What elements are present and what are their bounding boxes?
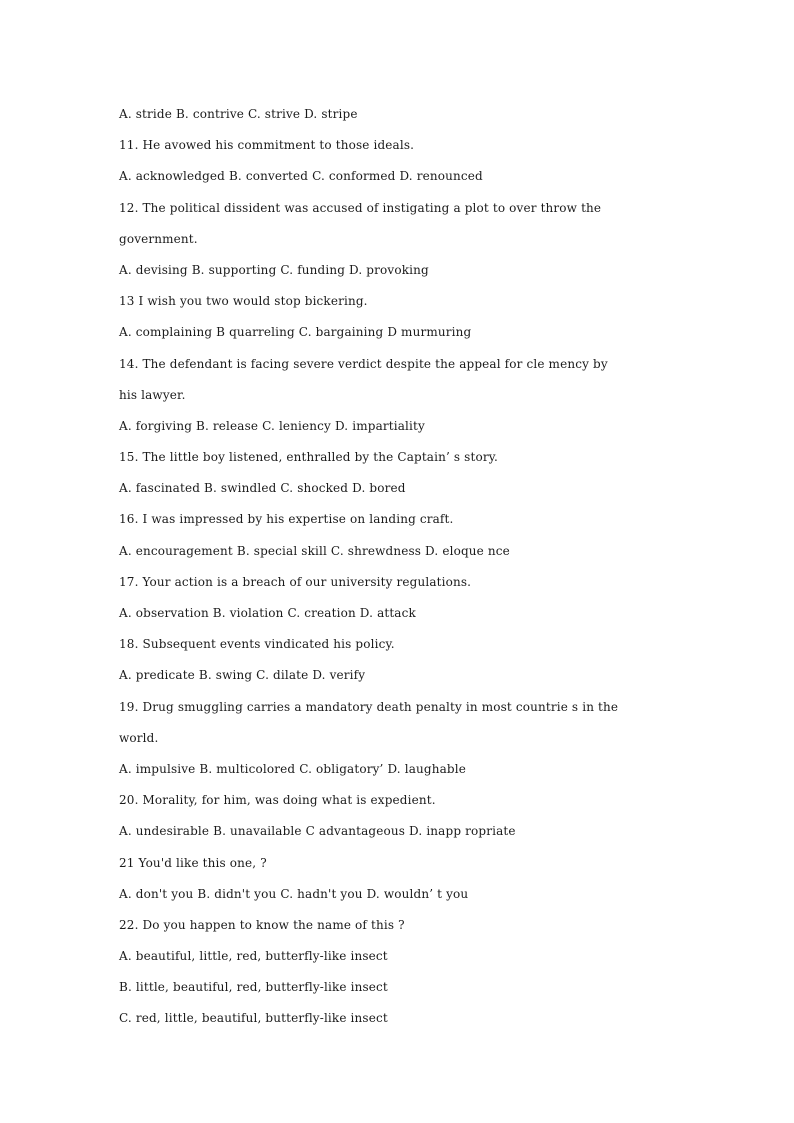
option-line: A. acknowledged B. converted C. conformed D. renounced [119,169,483,184]
question-14: 14. The defendant is facing severe verdict despite the appeal for cle mency by [119,356,608,371]
option-line: A. fascinated B. swindled C. shocked D. bored [119,481,406,496]
question-12: 12. The political dissident was accused of instigating a plot to over throw the [119,200,602,215]
option-line: A. complaining B quarreling C. bargaining D murmuring [119,325,472,340]
option-line: A. undesirable B. unavailable C advantageous D. inapp ropriate [119,824,516,839]
document-page [119,103,739,1039]
question-13: 13 I wish you two would stop bickering. [119,294,368,309]
question-15: 15. The little boy listened, enthralled by the Captain’ s story. [119,450,499,465]
option-line: A. beautiful, little, red, butterfly-like insect [119,949,388,964]
option-line: A. encouragement B. special skill C. shrewdness D. eloque nce [119,543,510,558]
option-line: A. forgiving B. release C. leniency D. impartiality [119,418,425,433]
question-20: 20. Morality, for him, was doing what is expedient. [119,793,436,808]
question-19-continued: world. [119,730,159,745]
option-line: A. impulsive B. multicolored C. obligatory’ D. laughable [119,761,466,776]
question-17: 17. Your action is a breach of our university regulations. [119,574,472,589]
option-line: A. don't you B. didn't you C. hadn't you D. wouldn’ t you [119,886,469,901]
option-line: A. predicate B. swing C. dilate D. verify [119,668,366,683]
option-line: A. observation B. violation C. creation D. attack [119,606,416,620]
option-line: C. red, little, beautiful, butterfly-like insect [119,1011,388,1026]
question-21: 21 You'd like this one, ? [119,855,267,870]
option-line: A. stride B. contrive C. strive D. stripe [119,107,358,121]
option-line: A. devising B. supporting C. funding D. provoking [119,262,429,277]
question-11: 11. He avowed his commitment to those ideals. [119,138,415,153]
question-12-continued: government. [119,231,198,246]
question-22: 22. Do you happen to know the name of this ? [119,917,405,932]
option-line: B. little, beautiful, red, butterfly-like insect [119,980,388,995]
question-16: 16. I was impressed by his expertise on landing craft. [119,512,454,527]
question-19: 19. Drug smuggling carries a mandatory death penalty in most countrie s in the [119,699,619,714]
question-14-continued: his lawyer. [119,387,186,402]
question-18: 18. Subsequent events vindicated his policy. [119,637,395,652]
